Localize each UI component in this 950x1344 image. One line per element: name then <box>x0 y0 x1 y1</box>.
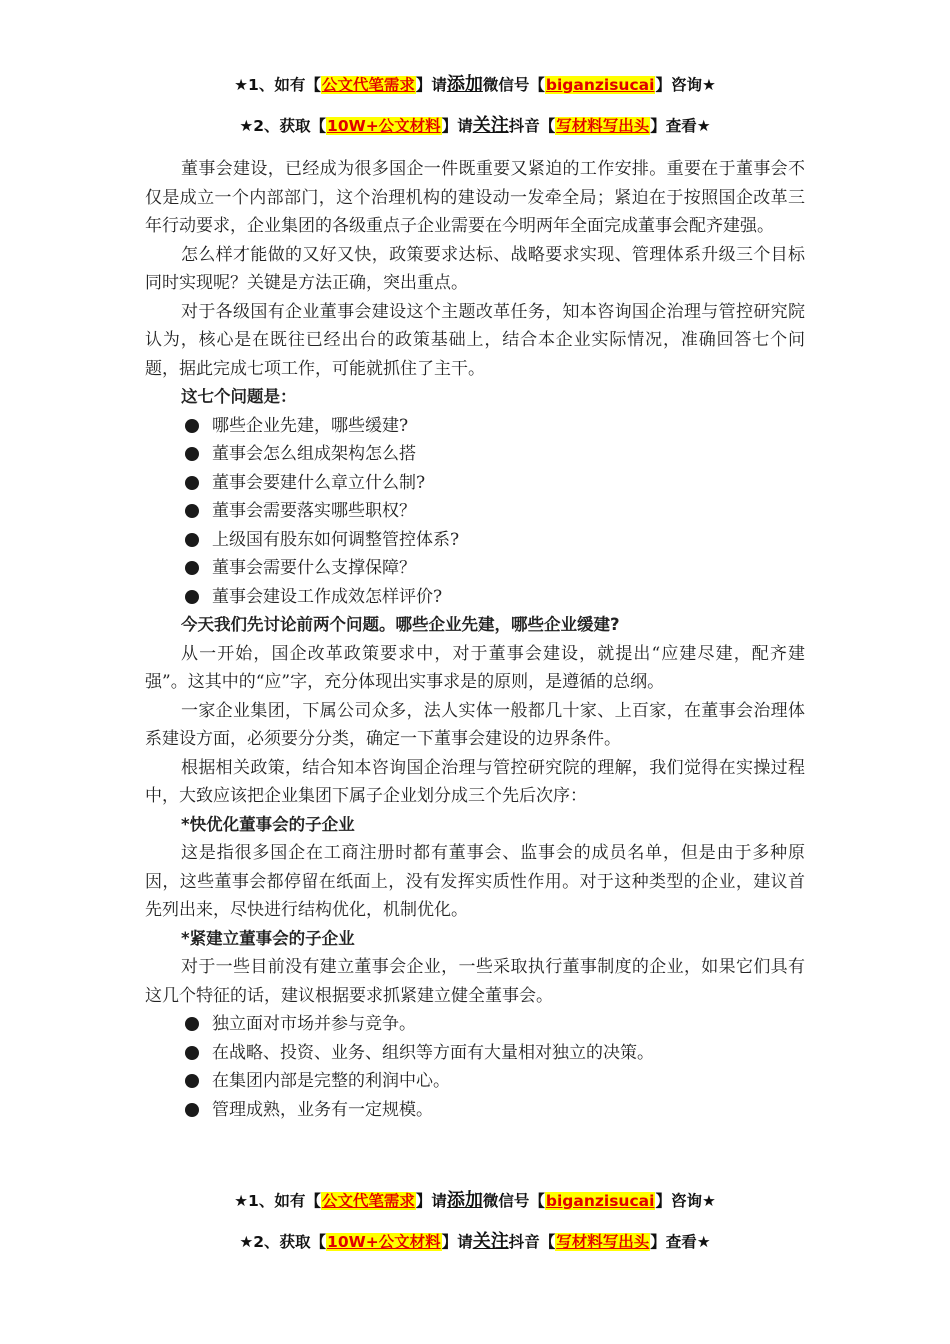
paragraph: 从一开始，国企改革政策要求中，对于董事会建设，就提出“应建尽建，配齐建强”。这其中的“应”字，充分体现出实事求是的原则，是遵循的总纲。 <box>145 643 805 692</box>
banner-text: 微信号【 <box>482 1192 545 1210</box>
banner-text: 微信号【 <box>482 76 545 94</box>
bullet-icon <box>185 504 199 518</box>
bullet-icon <box>185 1074 199 1088</box>
footer-banner-line-1 <box>0 1186 950 1212</box>
highlight-wechat-id: biganzisucai <box>545 1192 655 1210</box>
list-item <box>145 1067 805 1096</box>
footer-banner-line-2 <box>0 1227 950 1253</box>
banner-text: ★2、获取【 <box>239 1233 327 1251</box>
banner-text: 】查看★ <box>650 117 711 135</box>
question-list <box>145 412 805 612</box>
list-item <box>145 440 805 469</box>
list-item <box>145 1096 805 1125</box>
banner-text: 抖音【 <box>508 117 556 135</box>
paragraph: 对于各级国有企业董事会建设这个主题改革任务，知本咨询国企治理与管控研究院认为，核心是在既往已经出台的政策基础上，结合本企业实际情况，准确回答七个问题，据此完成七项工作，可能就抓住了主干。 <box>145 301 805 379</box>
bullet-icon <box>185 1046 199 1060</box>
bullet-icon <box>185 1017 199 1031</box>
paragraph: 怎么样才能做的又好又快，政策要求达标、战略要求实现、管理体系升级三个目标同时实现呢？关键是方法正确，突出重点。 <box>145 244 805 293</box>
paragraph: 这是指很多国企在工商注册时都有董事会、监事会的成员名单，但是由于多种原因，这些董事会都停留在纸面上，没有发挥实质性作用。对于这种类型的企业，建议首先列出来，尽快进行结构优化，机制优化。 <box>145 843 805 920</box>
list-item-text: 上级国有股东如何调整管控体系? <box>212 529 460 550</box>
highlight-ghostwriting: 公文代笔需求 <box>321 1192 415 1210</box>
banner-text: 】咨询★ <box>655 1192 716 1210</box>
list-item-text: 董事会建设工作成效怎样评价? <box>212 586 443 607</box>
emphasis-add: 添加 <box>446 74 483 95</box>
bullet-icon <box>185 1103 199 1117</box>
article-body <box>145 155 805 1124</box>
list-item <box>145 497 805 526</box>
highlight-douyin-id: 写材料写出头 <box>556 1233 650 1251</box>
list-item-text: 哪些企业先建，哪些缓建? <box>212 415 409 436</box>
banner-text: ★1、如有【 <box>234 76 321 94</box>
emphasis-follow: 关注 <box>472 1231 509 1252</box>
section-heading: 今天我们先讨论前两个问题。哪些企业先建，哪些企业缓建? <box>181 615 620 634</box>
banner-text: 】请 <box>415 76 447 94</box>
list-item <box>145 526 805 555</box>
banner-line-2 <box>0 111 950 137</box>
banner-text: 】咨询★ <box>655 76 716 94</box>
list-item-text: 在集团内部是完整的利润中心。 <box>212 1071 450 1091</box>
banner-text: 抖音【 <box>508 1233 556 1251</box>
banner-text: 】请 <box>415 1192 447 1210</box>
emphasis-follow: 关注 <box>472 115 509 136</box>
banner-text: 】请 <box>441 1233 473 1251</box>
bullet-icon <box>185 476 199 490</box>
bullet-icon <box>185 447 199 461</box>
list-item-text: 在战略、投资、业务、组织等方面有大量相对独立的决策。 <box>212 1042 654 1063</box>
list-item <box>145 1039 805 1068</box>
highlight-materials: 10W+公文材料 <box>327 117 441 135</box>
paragraph: 对于一些目前没有建立董事会企业，一些采取执行董事制度的企业，如果它们具有这几个特征的话，建议根据要求抓紧建立健全董事会。 <box>145 957 805 1006</box>
highlight-materials: 10W+公文材料 <box>327 1233 441 1251</box>
bullet-icon <box>185 419 199 433</box>
emphasis-add: 添加 <box>446 1190 483 1211</box>
subsection-heading: *快优化董事会的子企业 <box>181 814 355 834</box>
list-item <box>145 1010 805 1039</box>
list-item <box>145 583 805 612</box>
section-heading: 这七个问题是： <box>181 387 297 406</box>
subsection-heading: *紧建立董事会的子企业 <box>181 928 355 948</box>
bullet-icon <box>185 533 199 547</box>
bullet-icon <box>185 590 199 604</box>
list-item-text: 管理成熟，业务有一定规模。 <box>212 1099 433 1120</box>
bullet-icon <box>185 561 199 575</box>
banner-text: 】查看★ <box>650 1233 711 1251</box>
list-item-text: 董事会要建什么章立什么制? <box>212 472 426 493</box>
highlight-wechat-id: biganzisucai <box>545 76 655 94</box>
banner-text: 】请 <box>441 117 473 135</box>
paragraph: 董事会建设，已经成为很多国企一件既重要又紧迫的工作安排。重要在于董事会不仅是成立一个内部部门，这个治理机构的建设动一发牵全局；紧迫在于按照国企改革三年行动要求，企业集团的各级重点子企业需要在今明两年全面完成董事会配齐建强。 <box>145 159 805 236</box>
list-item-text: 董事会需要落实哪些职权？ <box>212 501 416 521</box>
paragraph: 根据相关政策，结合知本咨询国企治理与管控研究院的理解，我们觉得在实操过程中，大致应该把企业集团下属子企业划分成三个先后次序： <box>145 757 805 806</box>
highlight-douyin-id: 写材料写出头 <box>556 117 650 135</box>
list-item-text: 董事会需要什么支撑保障？ <box>212 558 416 578</box>
paragraph: 一家企业集团，下属公司众多，法人实体一般都几十家、上百家，在董事会治理体系建设方面，必须要分分类，确定一下董事会建设的边界条件。 <box>145 700 805 749</box>
banner-line-1 <box>0 70 950 96</box>
highlight-ghostwriting: 公文代笔需求 <box>321 76 415 94</box>
list-item <box>145 412 805 441</box>
feature-list <box>145 1010 805 1124</box>
list-item-text: 独立面对市场并参与竞争。 <box>212 1014 416 1034</box>
list-item-text: 董事会怎么组成架构怎么搭 <box>212 444 416 464</box>
banner-text: ★1、如有【 <box>234 1192 321 1210</box>
list-item <box>145 554 805 583</box>
list-item <box>145 469 805 498</box>
banner-text: ★2、获取【 <box>239 117 327 135</box>
